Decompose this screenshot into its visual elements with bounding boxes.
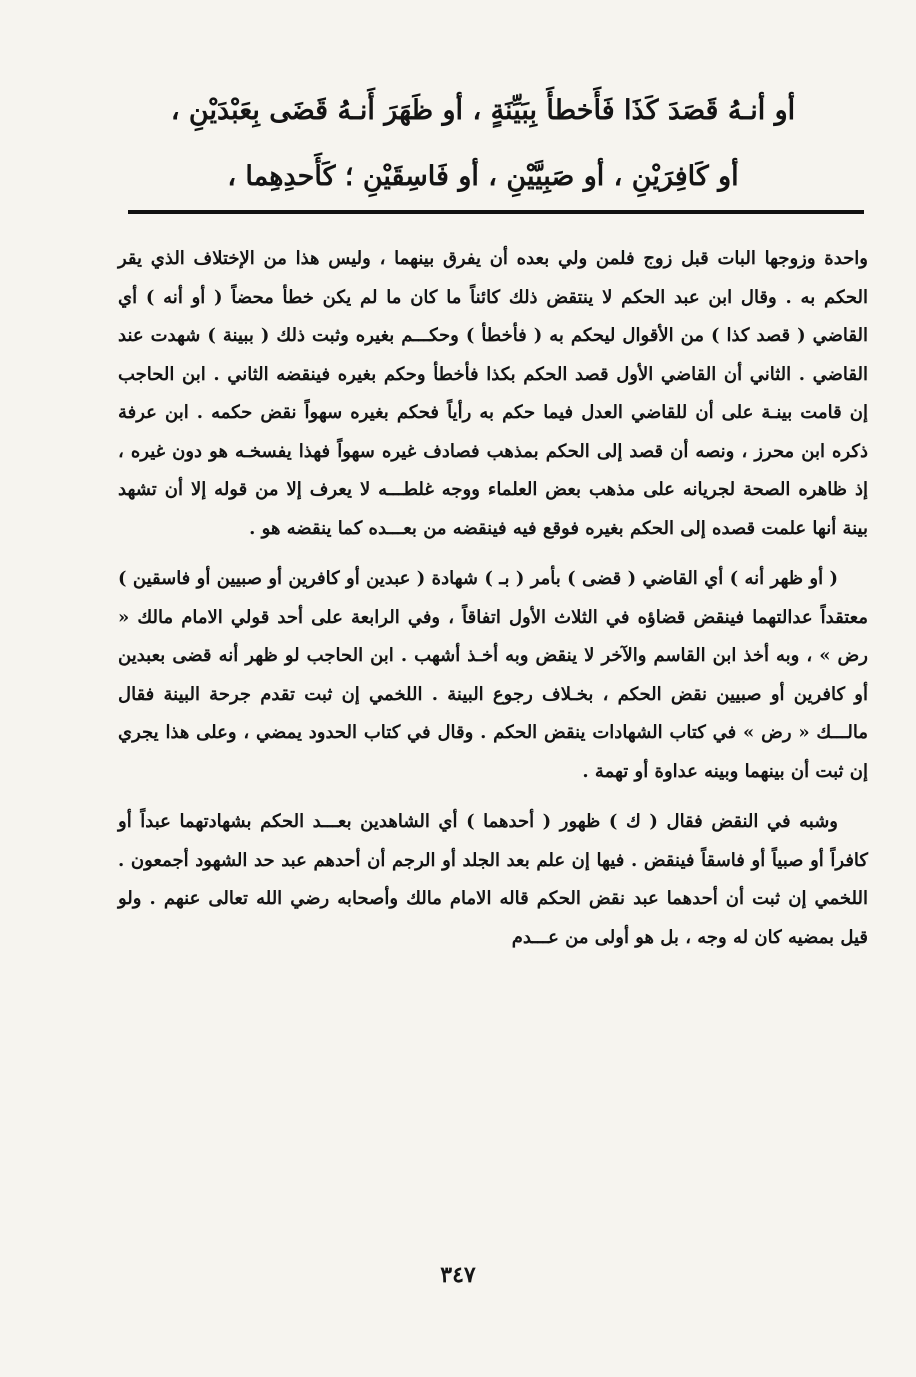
commentary-paragraph-3: وشبه في النقض فقال ( ك ) ظهور ( أحدهما ) أي الشاهدين بعـــد الحكم بشهادتهما عبداً أو كافراً أو صبياً أو فاسقاً فينقض . فيها إن علم بعد الجلد أو الرجم أن أحدهم عبد حد الشهود أجمعون . اللخمي إن ثبت أن أحدهما عبد نقض الحكم قاله الامام مالك وأصحابه رضي الله تعالى عنهم . ولو قيل بمضيه كان له وجه ، بل هو أولى من عـــدم xyxy=(118,811,868,948)
separator-rule xyxy=(128,210,864,214)
page-number: ٣٤٧ xyxy=(440,1262,476,1288)
commentary-body xyxy=(118,240,868,969)
commentary-paragraph-1: واحدة وزوجها البات قبل زوج فلمن ولي بعده أن يفرق بينهما ، وليس هذا من الإختلاف الذي يقر الحكم به . وقال ابن عبد الحكم لا ينتقض ذلك كائناً ما كان ما لم يكن خطأ محضاً ( أو أنه ) أي القاضي ( قصد كذا ) من الأقوال ليحكم به ( فأخطأ ) وحكـــم بغيره وثبت ذلك ( ببينة ) شهدت عند القاضي . الثاني أن القاضي الأول قصد الحكم بكذا فأخطأ وحكم بغيره فينقضه الثاني . ابن الحاجب إن قامت بينـة على أن للقاضي العدل فيما حكم به رأياً فحكم بغيره سهواً نقض حكمه . ابن عرفة ذكره ابن محرز ، ونصه أن قصد إلى الحكم بمذهب فصادف غيره سهواً فهذا يفسخـه هو دون غيره ، إذ ظاهره الصحة لجريانه على مذهب بعض العلماء ووجه غلطـــه لا يعرف إلا من قوله إلا أن تشهد بينة أنها علمت قصده إلى الحكم بغيره فوقع فيه فينقضه من بعـــده كما ينقضه هو . xyxy=(118,248,868,539)
matn-header xyxy=(110,78,856,210)
matn-line-2: أو كَافِرَيْنِ ، أو صَبِيَّيْنِ ، أو فَاسِقَيْنِ ؛ كَأَحدِهِما ، xyxy=(227,161,739,192)
matn-line-1: أو أنـهُ قَصَدَ كَذَا فَأَخطأَ بِبَيِّنَةٍ ، أو ظَهَرَ أَنـهُ قَضَى بِعَبْدَيْنِ ، xyxy=(170,95,796,126)
commentary-paragraph-2: ( أو ظهر أنه ) أي القاضي ( قضى ) بأمر ( بـ ) شهادة ( عبدين أو كافرين أو صبيين أو فاسقين ) معتقداً عدالتهما فينقض قضاؤه في الثلاث الأول اتفاقاً ، وفي الرابعة على أحد قولي الامام مالك « رض » ، وبه أخذ ابن القاسم والآخر لا ينقض وبه أخـذ أشهب . ابن الحاجب لو ظهر أنه قضى بعبدين أو كافرين أو صبيين نقض الحكم ، بخـلاف رجوع البينة . اللخمي إن ثبت تقدم جرحة البينة فقال مالـــك « رض » في كتاب الشهادات ينقض الحكم . وقال في كتاب الحدود يمضي ، وعلى هذا يجري إن ثبت أن بينهما وبينه عداوة أو تهمة . xyxy=(118,568,868,782)
